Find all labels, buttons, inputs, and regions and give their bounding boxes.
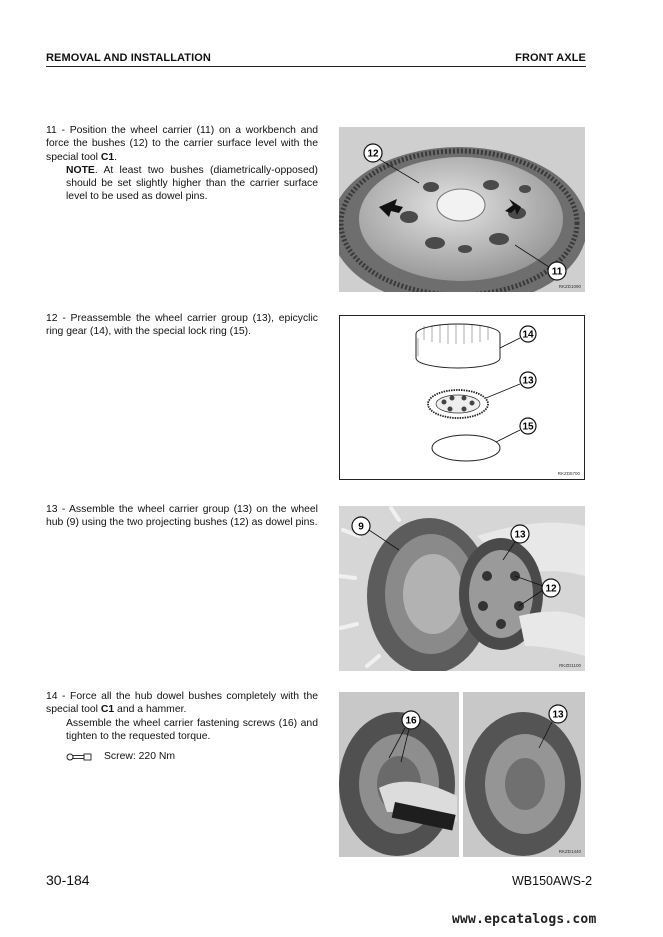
note-label: NOTE — [66, 164, 95, 176]
callout-12: 12 — [367, 148, 379, 160]
header-rule — [46, 66, 586, 67]
step-13: 13 - Assemble the wheel carrier group (13) on the wheel hub (9) using the two projecting bushes (12) as dowel pins. — [46, 504, 318, 529]
torque-wrench-icon — [66, 752, 92, 762]
step-number: 11 - — [46, 125, 65, 136]
model-number: WB150AWS-2 — [512, 874, 593, 888]
figure-code: RKZD1100 — [559, 663, 581, 668]
figure-code: RKZD1440 — [558, 849, 581, 854]
watermark: www.epcatalogs.com — [452, 912, 597, 927]
figure-wheel-carrier — [339, 127, 585, 292]
callout-11: 11 — [551, 266, 563, 278]
figure-code: RKZD5700 — [557, 471, 580, 476]
section-title: REMOVAL AND INSTALLATION — [46, 52, 211, 64]
callout-13: 13 — [522, 375, 534, 387]
step-number: 14 - — [46, 691, 66, 702]
figure-code: RKZD1090 — [558, 284, 581, 289]
step-12: 12 - Preassemble the wheel carrier group (13), epicyclic ring gear (14), with the special lock ring (15). — [46, 313, 318, 338]
torque-spec: Screw: 220 Nm — [66, 751, 175, 762]
chapter-title: FRONT AXLE — [515, 52, 586, 64]
step-11: 11 - Position the wheel carrier (11) on a workbench and force the bushes (12) to the carrier surface level with the special tool C1. NOTE. At least two bushes (diametrically-opposed) should be set slightly higher than the carrier surface level to be used as dowel pins. — [46, 125, 318, 203]
callout-12: 12 — [545, 583, 557, 595]
callout-9: 9 — [358, 521, 364, 533]
figure-carrier-on-hub — [339, 506, 585, 671]
page-number: 30-184 — [46, 872, 90, 888]
callout-14: 14 — [522, 329, 534, 341]
callout-16: 16 — [405, 715, 417, 727]
step-number: 13 - — [46, 504, 66, 515]
figure-screw-fastening — [339, 692, 585, 857]
step-14: 14 - Force all the hub dowel bushes completely with the special tool C1 and a hammer. Assemble the wheel carrier fastening screws (16) and tighten to the requested torque. — [46, 691, 319, 742]
figure-exploded-assembly — [339, 315, 585, 480]
callout-13: 13 — [514, 529, 526, 541]
callout-15: 15 — [522, 421, 534, 433]
callout-13: 13 — [552, 709, 564, 721]
step-number: 12 - — [46, 313, 66, 324]
